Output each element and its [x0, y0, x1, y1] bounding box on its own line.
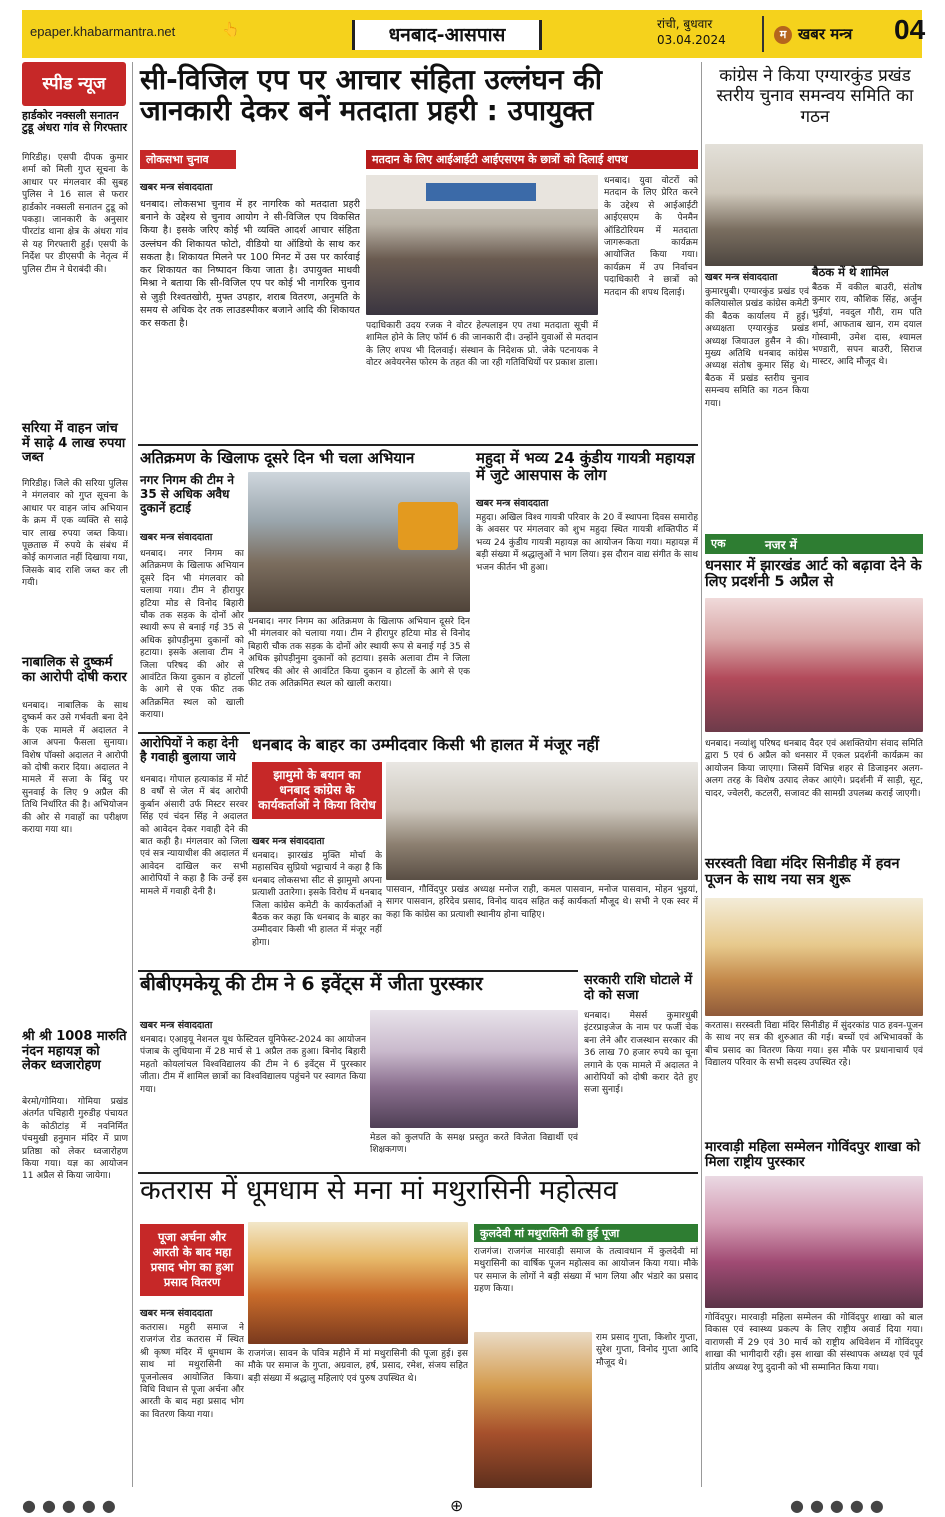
katras-byline: खबर मन्त्र संवाददाता — [140, 1308, 213, 1319]
jharkhand-art-text: धनबाद। नव्यांशु परिषद धनबाद वैदर एवं अशक्तियोग संवाद समिति द्वारा 5 एवं 6 अप्रैल को धनसार में एकल प्रदर्शनी कार्यक्रम का आयोजन किया जाएगा। जिसमें विभिन्न शहर से डिजाइनर अलग-अलग तरह के विशेष उत्पाद लेकर आएंगे। प्रदर्शनी में साड़ी, सूट, चादर, ज्वेलरी, कटलरी, सजावट की सामग्री उपलब्ध कराई जाएगी। — [705, 739, 923, 799]
page-header — [22, 10, 926, 58]
dateline — [657, 16, 726, 48]
outsider-byline: खबर मन्त्र संवाददाता — [252, 836, 325, 847]
kuldevi-names: राम प्रसाद गुप्ता, किशोर गुप्ता, सुरेश गुप्ता, विनोद गुप्ता आदि मौजूद थे। — [596, 1333, 698, 1368]
kuldevi-text: राजगंज। राजगंज मारवाड़ी समाज के तत्वावधान में कुलदेवी मां मथुरासिनी का वार्षिक पूजन महोत्सव का आयोजन किया गया। मौके पर समाज के लोगों ने बड़ी संख्या में भाग लिया और भंडारे का प्रसाद ग्रहण किया। — [474, 1247, 698, 1295]
congress-text: कुमारधुबी। एग्यारकुंड प्रखंड एवं कलियासोल प्रखंड कांग्रेस कमेटी की बैठक कार्यालय में हुई। अध्यक्षता एग्यारकुंड प्रखंड अध्यक्ष जियाउल हुसैन ने की। मुख्य अतिथि धनबाद कांग्रेस अध्यक्ष संतोष कुमार सिंह थे। बैठक में प्रखंड स्तरीय चुनाव समन्वय समिति का गठन किया गया। — [705, 287, 809, 409]
bulldozer-photo — [248, 472, 470, 612]
congress-byline: खबर मन्त्र संवाददाता — [705, 272, 778, 283]
encroach-byline: खबर मन्त्र संवाददाता — [140, 532, 213, 543]
right-column-divider — [701, 62, 702, 1487]
outsider-red-box: झामुमो के बयान का धनबाद कांग्रेस के कार्यकर्ताओं ने किया विरोध — [252, 762, 382, 819]
issue-date: 03.04.2024 — [657, 33, 726, 47]
katras-text-2: राजगंज। सावन के पवित्र महीने में मां मथुरासिनी की पूजा हुई। इस मौके पर समाज के गुप्ता, अग्रवाल, हर्ष, प्रसाद, रमेश, संजय सहित बड़ी संख्या में श्रद्धालु महिलाएं एवं पुरुष उपस्थित थे। — [248, 1349, 468, 1384]
kuldevi-bar: कुलदेवी मां मथुरासिनी की हुई पूजा — [474, 1224, 698, 1242]
encroach-text-2: धनबाद। नगर निगम का अतिक्रमण के खिलाफ अभियान दूसरे दिन भी मंगलवार को चलाया गया। टीम ने हीरापुर हटिया मोड से विनोद बिहारी चौक तक सड़क के दोनों ओर स्थायी रूप से बनाई गई 35 से अधिक झोपड़ीनुमा दुकानों को हटाया। इसके अलावा टीम ने जिला परिषद की ओर से आवंटित किया दुकान व होटलों के आगे से एक फीट तक अतिक्रमित स्थल को खाली कराया। — [248, 617, 470, 690]
cursor-icon: 👆 — [222, 22, 240, 38]
top-story-byline: खबर मन्त्र संवाददाता — [140, 182, 213, 193]
brand-logo-icon: म — [774, 26, 792, 44]
encroach-headline: अतिक्रमण के खिलाफ दूसरे दिन भी चला अभियान — [140, 449, 415, 467]
nazar-tag: एक — [711, 537, 726, 550]
place-day: रांची, बुधवार — [657, 17, 713, 31]
marwari-headline: मारवाड़ी महिला सम्मेलन गोविंदपुर शाखा को मिला राष्ट्रीय पुरस्कार — [705, 1139, 921, 1171]
gayatri-text: महुदा। अखिल विश्व गायत्री परिवार के 20 वें स्थापना दिवस समारोह के अवसर पर मंगलवार को शुभ महुदा स्थित गायत्री शक्तिपीठ में भव्य 24 कुंडीय गायत्री महायज्ञ का आयोजन किया गया। महायज्ञ में बड़ी संख्या में श्रद्धालुओं ने भाग लिया। इस दौरान वाद्य संगीत के साथ भजन कीर्तन भी हुआ। — [476, 513, 698, 573]
bbmku-headline: बीबीएमकेयू की टीम ने 6 इवेंट्स में जीता पुरस्कार — [140, 973, 483, 995]
rule — [138, 444, 698, 446]
puja-photo — [248, 1222, 468, 1344]
column-divider — [132, 62, 133, 1487]
gayatri-byline: खबर मन्त्र संवाददाता — [476, 498, 549, 509]
registration-dots-left: ●●●●● — [22, 1496, 122, 1515]
section-title: धनबाद-आसपास — [352, 20, 542, 50]
outsider-headline: धनबाद के बाहर का उम्मीदवार किसी भी हालत में मंजूर नहीं — [252, 735, 600, 754]
congress-text-2: बैठक में वकील बाउरी, संतोष कुमार राय, कौशिक सिंह, अर्जुन भुईयां, नवदुल गौरी, राम पति शर्मा, आफताब खान, राम दयाल गोस्वामी, उमेश दास, श्यामल भण्डारी, सपन बाउरी, सिराज मास्टर, आदि मौजूद थे। — [812, 283, 922, 368]
iit-story-bar: मतदान के लिए आईआईटी आईएसएम के छात्रों को दिलाई शपथ — [366, 150, 698, 169]
iit-story-caption: पदाधिकारी उदय रजक ने वोटर हेल्पलाइन एप तथा मतदाता सूची में शामिल होने के लिए फॉर्म 6 की जानकारी दी। उन्होंने युवाओं से मतदान के लिए शपथ भी दिलवाई। संस्थान के निदेशक प्रो. जेके पटनायक ने वोटर अवेयरनेस फोरम के तहत की जा रही गतिविधियों पर प्रकाश डाला। — [366, 321, 598, 369]
fraud-headline: सरकारी राशि घोटाले में दो को सजा — [584, 973, 693, 1003]
encroach-text: धनबाद। नगर निगम का अतिक्रमण के खिलाफ अभियान दूसरे दिन भी मंगलवार को चलाया गया। टीम ने हीरापुर हटिया मोड से विनोद बिहारी चौक तक सड़क के दोनों ओर स्थायी रूप से बनाई गई 35 से अधिक झोपड़ीनुमा दुकानों को हटाया। इसके अलावा टीम ने जिला परिषद की ओर से आवंटित किया दुकान व होटलों के आगे से एक फीट तक अतिक्रमित स्थल को खाली कराया। — [140, 549, 244, 721]
saraswati-text: करतास। सरस्वती विद्या मंदिर सिनीडीह में सुंदरकांड पाठ हवन-पूजन के साथ नए सत्र की शुरुआत की गई। बच्चों एवं अभिभावकों के बीच प्रसाद का वितरण किया गया। इस मौके पर प्रधानाचार्य एवं विद्यालय परिवार के सभी सदस्य उपस्थित रहे। — [705, 1021, 923, 1069]
speed-news-badge: स्पीड न्यूज — [22, 62, 126, 106]
katras-headline: कतरास में धूमधाम से मना मां मथुरासिनी महोत्सव — [140, 1175, 618, 1206]
witness-headline: आरोपियों ने कहा देनी है गवाही बुलाया जाये — [140, 735, 239, 764]
site-url[interactable]: epaper.khabarmantra.net — [30, 24, 176, 39]
registration-dots-right: ●●●●● — [790, 1496, 890, 1515]
iit-auditorium-photo — [366, 175, 598, 315]
award-winners-photo — [370, 1010, 578, 1128]
excavator-shape — [398, 502, 458, 550]
rule — [138, 970, 578, 972]
bbmku-text: धनबाद। एआइयू नेशनल यूथ फेस्टिवल यूनिफेस्ट-2024 का आयोजन पंजाब के लुधियाना में 28 मार्च से 1 अप्रैल तक हुआ। बिनोद बिहारी महतो कोयलांचल विश्वविद्यालय की टीम ने 6 इवेंट्स में पुरस्कार जीता। टीम में शामिल छात्रों का विश्वविद्यालय पहुंचने पर स्वागत किया गया। — [140, 1035, 366, 1095]
rule — [138, 732, 250, 734]
women-group-photo — [705, 598, 923, 732]
marwari-text: गोविंदपुर। मारवाड़ी महिला सम्मेलन की गोविंदपुर शाखा को बाल विकास एवं स्वास्थ्य प्रकल्प के लिए राष्ट्रीय अवार्ड दिया गया। वाराणसी में 29 एवं 30 मार्च को राष्ट्रीय अधिवेशन में गोविंदपुर शाखा की भागीदारी रही। इस शाखा की संस्थापक अध्यक्ष एवं पूर्व प्रांतीय अध्यक्ष रेणु दुदानी को भी सम्मानित किया गया। — [705, 1313, 923, 1373]
iit-story-text: धनबाद। युवा वोटरों को मतदान के लिए प्रेरित करने के उद्देश्य से आईआईटी आईएसएम के पेनमैन ऑडिटोरियम में मतदाता जागरूकता कार्यक्रम आयोजित किया गया। कार्यक्रम में उप निर्वाचन पदाधिकारी ने छात्रों को मतदान की शपथ दिलाई। — [604, 176, 698, 298]
gayatri-headline: महुदा में भव्य 24 कुंडीय गायत्री महायज्ञ में जुटे आसपास के लोग — [476, 449, 695, 484]
registration-target-icon: ⊕ — [450, 1496, 470, 1515]
top-story-label: लोकसभा चुनाव — [140, 150, 236, 169]
left-text-4: बेरमो/गोमिया। गोमिया प्रखंड अंतर्गत पचिहारी गुरुडीह पंचायत के कोठीटांड़ में नवनिर्मित पंचमुखी हनुमान मंदिर में प्राण प्रतिष्ठा को लेकर ध्वजारोहण किया गया। यज्ञ का आयोजन 11 अप्रैल से किया जायेगा। — [22, 1097, 128, 1182]
page-number: 04 — [894, 14, 926, 45]
brand — [762, 16, 892, 52]
top-story-text: धनबाद। लोकसभा चुनाव में हर नागरिक को मतदाता प्रहरी बनाने के उद्देश्य से चुनाव आयोग ने सी-विजिल एप विकसित किया है। इसके जरिए कोई भी व्यक्ति आदर्श आचार संहिता उल्लंघन की शिकायत फोटो, वीडियो या ऑडियो के साथ कर सकता है। शिकायत मिलने पर 100 मिनट में उस पर कार्रवाई कर शिकायत का निष्पादन किया जाता है। उपायुक्त माधवी मिश्रा ने बताया कि सी-विजिल एप पर कोई भी नागरिक चुनाव से जुड़ी रिश्वतखोरी, मुफ्त उपहार, शराब वितरण, अनुमति के समय से अधिक देर तक लाउडस्पीकर बजाने आदि की शिकायत कर सकता है। — [140, 199, 360, 330]
left-headline-2: सरिया में वाहन जांच में साढ़े 4 लाख रुपया जब्त — [22, 421, 126, 466]
bbmku-caption: मेडल को कुलपति के समक्ष प्रस्तुत करते विजेता विद्यार्थी एवं शिक्षकगण। — [370, 1133, 578, 1156]
saraswati-headline: सरस्वती विद्या मंदिर सिनीडीह में हवन पूजन के साथ नया सत्र शुरू — [705, 856, 900, 889]
witness-text: धनबाद। गोपाल हत्याकांड में मोर्ट 8 वर्षों से जेल में बंद आरोपी कुर्बान अंसारी उर्फ मिस्टर सरवर सिंह एवं चंदन सिंह ने अदालत को आवेदन देकर गवाही देने की बात कही है। मंगलवार को जिला एवं सत्र न्यायाधीश की अदालत में आवेदन दाखिल कर सभी आरोपियों ने कहा है कि उन्हें इस मामले में गवाही देनी है। — [140, 775, 248, 897]
nazar-label: नजर में — [765, 538, 797, 552]
havan-puja-photo — [705, 898, 923, 1016]
left-text-2: गिरिडीह। जिले की सरिया पुलिस ने मंगलवार को गुप्त सूचना के आधार पर वाहन जांच अभियान के क्रम में एक व्यक्ति से साढ़े चार लाख रुपया जब्त किया। पूछताछ में रुपये के संबंध में कोई कागजात नहीं दिखाया गया, जिसके बाद राशि जब्त कर ली गयी। — [22, 479, 128, 589]
brand-name: खबर मन्त्र — [798, 25, 853, 43]
jharkhand-art-headline: धनसार में झारखंड आर्ट को बढ़ावा देने के लिए प्रदर्शनी 5 अप्रैल से — [705, 558, 922, 591]
congress-workers-photo — [386, 762, 698, 880]
rule — [138, 1172, 698, 1174]
fraud-text: धनबाद। मेसर्स कुमारधुबी इंटरप्राइजेज के नाम पर फर्जी चेक बना लेने और राजस्थान सरकार की 36 लाख 70 हजार रुपये का चूना लगाने के एक मामले में अदालत ने आरोपियों को दोषी करार देते हुए सजा सुनाई। — [584, 1011, 698, 1096]
congress-headline: कांग्रेस ने किया एग्यारकुंड प्रखंड स्तरीय चुनाव समन्वय समिति का गठन — [716, 66, 914, 127]
outsider-text-2: पासवान, गौविंदपुर प्रखंड अध्यक्ष मनोज राही, कमल पासवान, मनोज पासवान, मोहन भुइयां, सागर पासवान, हरिदेव प्रसाद, विनोद यादव सहित कई कार्यकर्ता मौजूद थे। सभी ने एक स्वर में कहा कि कांग्रेस का प्रत्याशी स्थानीय होना चाहिए। — [386, 885, 698, 920]
bbmku-byline: खबर मन्त्र संवाददाता — [140, 1020, 213, 1031]
left-headline-4: श्री श्री 1008 मारुति नंदन महायज्ञ को लेकर ध्वजारोहण — [22, 1029, 127, 1074]
katras-text: कतरास। महुरी समाज ने राजगंज रोड कतरास में स्थित श्री कृष्ण मंदिर में धूमधाम के साथ मां मथुरासिनी का पूजनोत्सव आयोजित किया। विधि विधान से पूजा अर्चना और आरती के बाद महा प्रसाद भोग का वितरण किया गया। — [140, 1323, 244, 1420]
left-text-3: धनबाद। नाबालिक के साथ दुष्कर्म कर उसे गर्भवती बना देने के एक मामले में अदालत ने आज अपना फैसला सुनाया। विशेष पॉक्सो अदालत ने आरोपी को दोषी करार दिया। अदालत ने मामले में सजा के बिंदु पर सुनवाई के लिए 9 अप्रैल की तिथि निर्धारित की है। अभियोजन की ओर से गवाहों का परीक्षण कराया गया था। — [22, 701, 128, 836]
congress-meeting-photo — [705, 144, 923, 266]
nazar-bar — [705, 534, 923, 554]
left-headline-3: नाबालिक से दुष्कर्म का आरोपी दोषी करार — [22, 655, 127, 685]
top-story-headline: सी-विजिल एप पर आचार संहिता उल्लंघन की जानकारी देकर बनें मतदाता प्रहरी : उपायुक्त — [140, 63, 603, 128]
marwari-award-photo — [705, 1176, 923, 1308]
katras-red-box: पूजा अर्चना और आरती के बाद महा प्रसाद भोग का हुआ प्रसाद वितरण — [140, 1224, 244, 1296]
left-headline-1: हार्डकोर नक्सली सनातन टुडू अंधरा गांव से गिरफ्तार — [22, 109, 127, 135]
encroach-subhead: नगर निगम की टीम ने 35 से अधिक अवैध दुकानें हटाई — [140, 473, 235, 515]
congress-photo-caption: बैठक में थे शामिल — [812, 265, 889, 279]
left-text-1: गिरिडीह। एसपी दीपक कुमार शर्मा को मिली गुप्त सूचना के आधार पर मंगलवार की सुबह पुलिस ने 16 साल से फरार हार्डकोर नक्सली सनातन टुडू को पकड़ा। जानकारी के अनुसार पीरटांड थाना क्षेत्र के अंधरा गांव से यह गिरफ्तारी हुई। एसपी के निर्देश पर डीएसपी के नेतृत्व में पुलिस टीम ने घेराबंदी की। — [22, 153, 128, 275]
stage-banner — [426, 183, 536, 201]
kuldevi-photo — [474, 1332, 592, 1488]
outsider-text: धनबाद। झारखंड मुक्ति मोर्चा के महासचिव सुप्रियो भट्टाचार्य ने कहा है कि धनबाद लोकसभा सीट से झामुमो अपना प्रत्याशी उतारेगा। इसके विरोध में धनबाद जिला कांग्रेस कमेटी के कार्यकर्ताओं ने बैठक कर कहा कि धनबाद के बाहर का उम्मीदवार किसी भी हालत में मंजूर नहीं होगा। — [252, 851, 382, 948]
